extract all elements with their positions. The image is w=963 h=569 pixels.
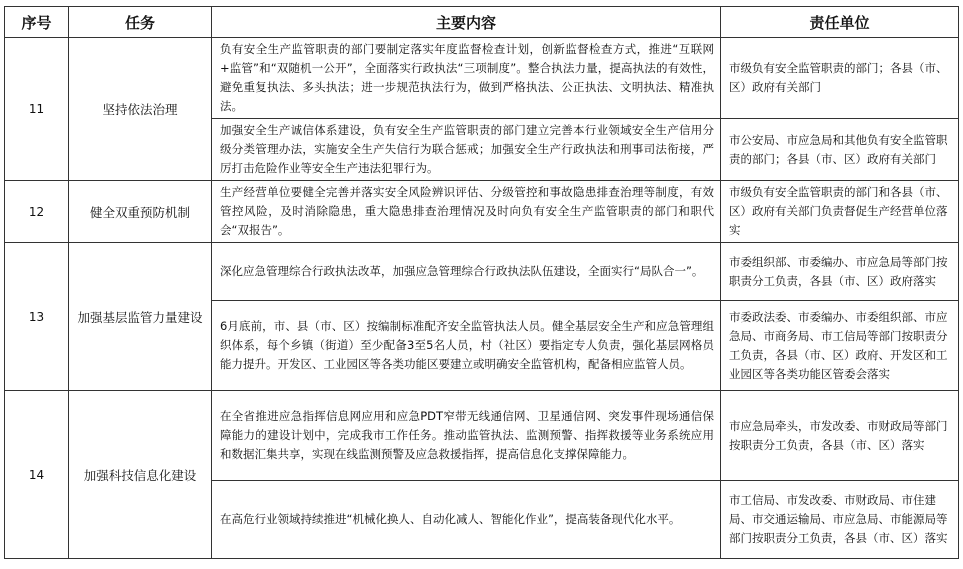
row-num: 14 bbox=[5, 391, 69, 559]
row-unit: 市级负有安全监管职责的部门和各县（市、区）政府有关部门负责督促生产经营单位落实 bbox=[721, 181, 959, 243]
row-unit: 市工信局、市发改委、市财政局、市住建局、市交通运输局、市应急局、市能源局等部门按职责分工负责，各县（市、区）落实 bbox=[721, 481, 959, 559]
row-unit: 市级负有安全监管职责的部门；各县（市、区）政府有关部门 bbox=[721, 38, 959, 119]
row-content: 6月底前，市、县（市、区）按编制标准配齐安全监管执法人员。健全基层安全生产和应急管理组织体系，每个乡镇（街道）至少配备3至5名人员，村（社区）要指定专人负责，强化基层网格员能力提升。开发区、工业园区等各类功能区要建立或明确安全监管机构，配备相应监管人员。 bbox=[212, 301, 721, 391]
row-num: 12 bbox=[5, 181, 69, 243]
row-num: 11 bbox=[5, 38, 69, 181]
task-table bbox=[4, 6, 959, 559]
row-unit: 市公安局、市应急局和其他负有安全监管职责的部门；各县（市、区）政府有关部门 bbox=[721, 119, 959, 181]
table-row bbox=[5, 391, 959, 481]
row-task: 坚持依法治理 bbox=[69, 38, 212, 181]
row-content: 加强安全生产诚信体系建设，负有安全生产监管职责的部门建立完善本行业领域安全生产信用分级分类管理办法，实施安全生产失信行为联合惩戒；加强安全生产行政执法和刑事司法衔接，严厉打击危险作业等安全生产违法犯罪行为。 bbox=[212, 119, 721, 181]
row-content: 在全省推进应急指挥信息网应用和应急PDT窄带无线通信网、卫星通信网、突发事件现场通信保障能力的建设计划中，完成我市工作任务。推动监管执法、监测预警、指挥救援等业务系统应用和数据汇集共享，实现在线监测预警及应急救援指挥，提高信息化支撑保障能力。 bbox=[212, 391, 721, 481]
row-unit: 市应急局牵头，市发改委、市财政局等部门按职责分工负责，各县（市、区）落实 bbox=[721, 391, 959, 481]
row-task: 健全双重预防机制 bbox=[69, 181, 212, 243]
row-content: 负有安全生产监管职责的部门要制定落实年度监督检查计划，创新监督检查方式，推进“互联网+监管”和“双随机一公开”，全面落实行政执法“三项制度”。整合执法力量，提高执法的有效性，避免重复执法、多头执法；进一步规范执法行为，做到严格执法、公正执法、文明执法、精准执法。 bbox=[212, 38, 721, 119]
row-unit: 市委政法委、市委编办、市委组织部、市应急局、市商务局、市工信局等部门按职责分工负责，各县（市、区）政府、开发区和工业园区等各类功能区管委会落实 bbox=[721, 301, 959, 391]
row-content: 在高危行业领域持续推进“机械化换人、自动化减人、智能化作业”，提高装备现代化水平。 bbox=[212, 481, 721, 559]
row-task: 加强科技信息化建设 bbox=[69, 391, 212, 559]
row-content: 深化应急管理综合行政执法改革，加强应急管理综合行政执法队伍建设，全面实行“局队合一”。 bbox=[212, 243, 721, 301]
header-task: 任务 bbox=[69, 7, 212, 38]
table-row bbox=[5, 38, 959, 119]
row-unit: 市委组织部、市委编办、市应急局等部门按职责分工负责，各县（市、区）政府落实 bbox=[721, 243, 959, 301]
header-content: 主要内容 bbox=[212, 7, 721, 38]
header-num: 序号 bbox=[5, 7, 69, 38]
header-unit: 责任单位 bbox=[721, 7, 959, 38]
row-num: 13 bbox=[5, 243, 69, 391]
header-row bbox=[5, 7, 959, 38]
table-row bbox=[5, 243, 959, 301]
row-content: 生产经营单位要健全完善并落实安全风险辨识评估、分级管控和事故隐患排查治理等制度，有效管控风险，及时消除隐患，重大隐患排查治理情况及时向负有安全生产监管职责的部门和职代会“双报告”。 bbox=[212, 181, 721, 243]
table-row bbox=[5, 181, 959, 243]
row-task: 加强基层监管力量建设 bbox=[69, 243, 212, 391]
